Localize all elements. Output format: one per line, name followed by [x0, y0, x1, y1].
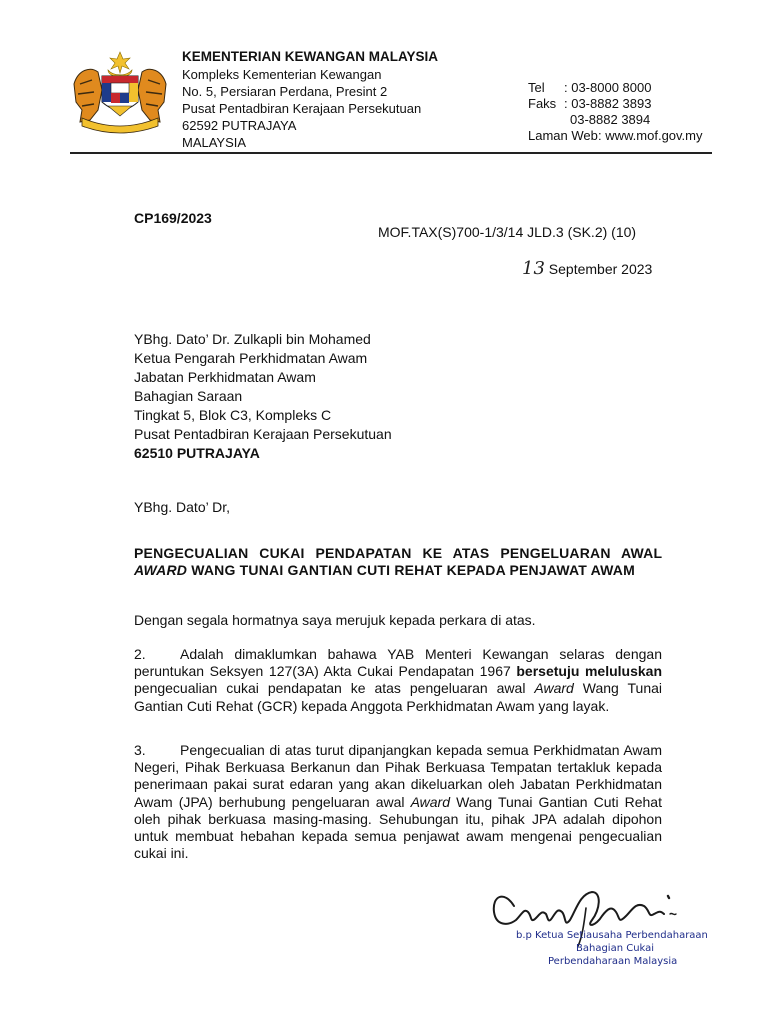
date-month-year: September 2023 — [548, 261, 653, 277]
p3-text-a: Pengecualian di atas turut dipanjangkan kepada semua Perkhidmatan Awam Negeri, Pihak Berkuasa Berkanun dan Pihak Berkuasa Tempatan tertakluk kepada penerimaan pakai surat edaran yang akan dikeluarkan oleh Jabatan Perkhidmatan Awam (JPA) berhubung pengeluaran awal — [134, 742, 662, 810]
subject-italic: AWARD — [134, 562, 188, 578]
recipient-line: Ketua Pengarah Perkhidmatan Awam — [134, 350, 368, 366]
signature-designation-3: Perbendaharaan Malaysia — [548, 956, 678, 967]
handwritten-day: 13 — [522, 258, 545, 279]
fax-label: Faks — [528, 96, 557, 111]
paragraph-number: 3. — [134, 742, 146, 758]
opening-paragraph: Dengan segala hormatnya saya merujuk kepada perkara di atas. — [134, 612, 536, 628]
p3-italic: Award — [410, 793, 451, 810]
fax-number-2: 03-8882 3894 — [570, 112, 651, 127]
web-label: Laman Web — [528, 128, 598, 143]
tel-label: Tel — [528, 80, 545, 95]
fax-number-1: : 03-8882 3893 — [564, 96, 652, 111]
address-line: No. 5, Persiaran Perdana, Presint 2 — [182, 84, 388, 99]
file-reference: MOF.TAX(S)700-1/3/14 JLD.3 (SK.2) (10) — [378, 224, 637, 240]
coat-of-arms-emblem — [68, 50, 172, 134]
recipient-line: Jabatan Perkhidmatan Awam — [134, 369, 316, 385]
p2-text-b: pengecualian cukai pendapatan ke atas pengeluaran awal — [134, 680, 526, 697]
web-address: : www.mof.gov.my — [598, 128, 703, 143]
salutation: YBhg. Dato’ Dr, — [134, 499, 230, 515]
address-line: MALAYSIA — [182, 135, 247, 150]
circular-number: CP169/2023 — [134, 210, 212, 226]
recipient-line: YBhg. Dato’ Dr. Zulkapli bin Mohamed — [134, 331, 371, 347]
tel-number: : 03-8000 8000 — [564, 80, 652, 95]
address-line: Pusat Pentadbiran Kerajaan Persekutuan — [182, 101, 422, 116]
recipient-line: Tingkat 5, Blok C3, Kompleks C — [134, 407, 332, 423]
recipient-line: Pusat Pentadbiran Kerajaan Persekutuan — [134, 426, 392, 442]
recipient-line: Bahagian Saraan — [134, 388, 243, 404]
subject-heading — [134, 545, 662, 579]
ministry-name: KEMENTERIAN KEWANGAN MALAYSIA — [182, 49, 439, 64]
address-line: Kompleks Kementerian Kewangan — [182, 67, 382, 82]
recipient-postcode: 62510 PUTRAJAYA — [134, 445, 260, 461]
paragraph-2 — [134, 646, 662, 715]
subject-part-1: PENGECUALIAN CUKAI PENDAPATAN KE ATAS PENGELUARAN AWAL — [134, 545, 662, 561]
p2-bold: bersetuju meluluskan — [516, 663, 663, 680]
signature-designation-1: b.p Ketua Setiausaha Perbendaharaan — [516, 930, 708, 941]
signature-designation-2: Bahagian Cukai — [576, 943, 655, 954]
paragraph-number: 2. — [134, 646, 146, 662]
p2-italic: Award — [534, 680, 574, 697]
header-divider — [70, 152, 712, 154]
p2-text-a: Adalah dimaklumkan bahawa YAB Menteri Kewangan selaras dengan peruntukan Seksyen 127(3A) Akta Cukai Pendapatan 1967 — [134, 646, 662, 680]
letter-date — [522, 258, 652, 279]
subject-part-2: WANG TUNAI GANTIAN CUTI REHAT KEPADA PENJAWAT AWAM — [191, 562, 635, 578]
address-line: 62592 PUTRAJAYA — [182, 118, 297, 133]
paragraph-3 — [134, 742, 662, 862]
p3-text-b: Wang Tunai Gantian Cuti Rehat oleh pihak berkuasa masing-masing. Sehubungan itu, pihak JPA adalah dipohon untuk membuat hebahan kepada semua penjawat awam mengenai pengecualian cukai ini. — [134, 793, 662, 862]
p2-text-c: Wang Tunai Gantian Cuti Rehat (GCR) kepada Anggota Perkhidmatan Awam yang layak. — [134, 680, 663, 714]
